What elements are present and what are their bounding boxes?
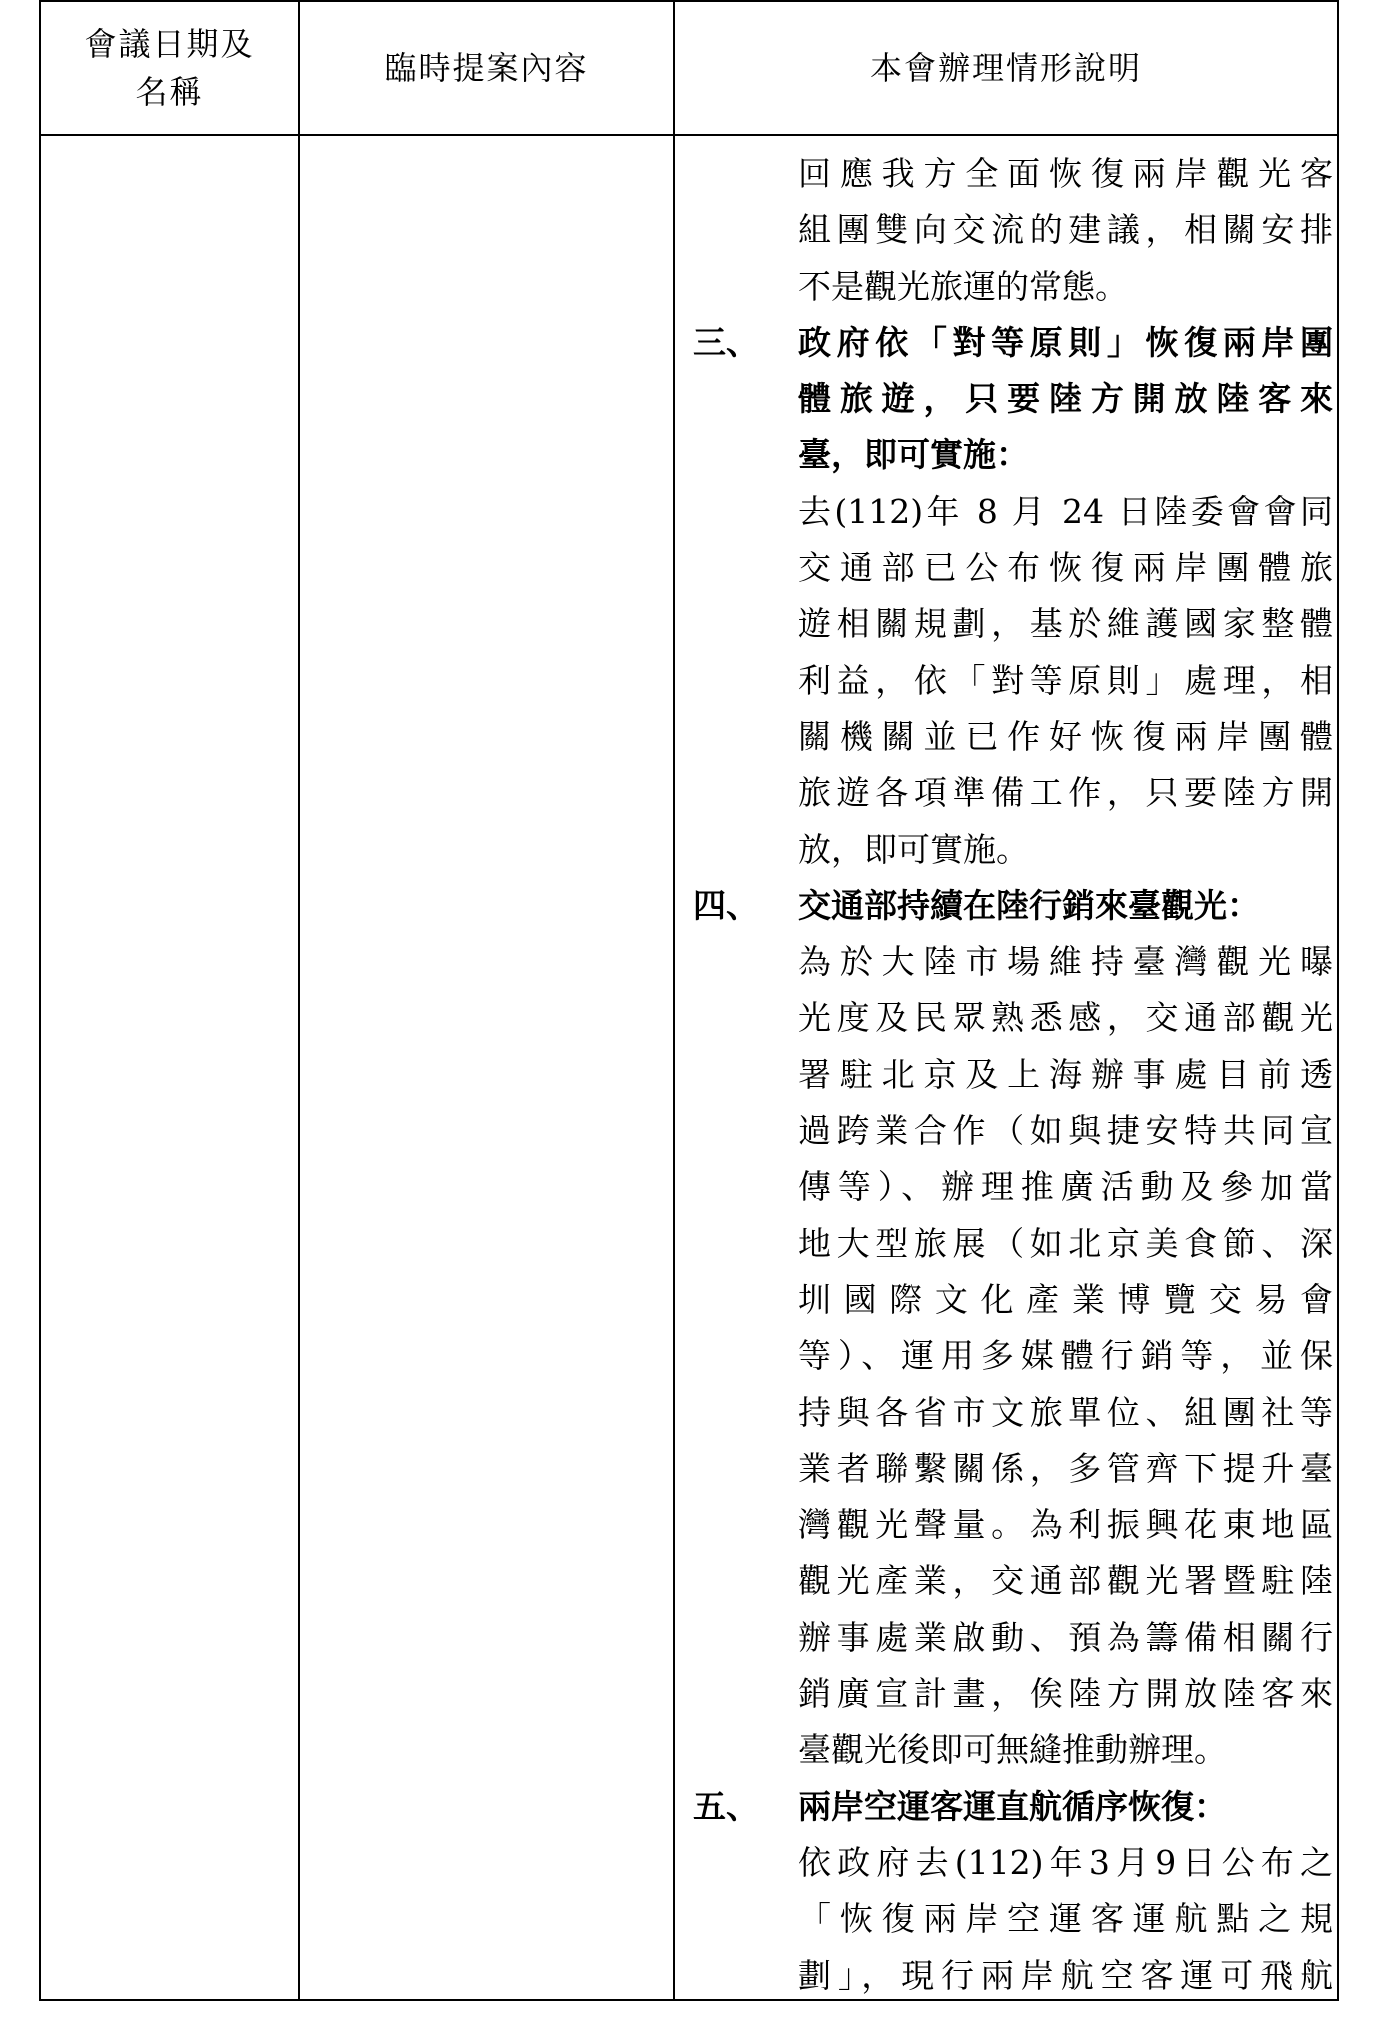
header-cell-meeting <box>41 0 298 136</box>
intro-line: 回應我方全面恢復兩岸觀光客 <box>798 154 1333 193</box>
section-body-line: 「恢復兩岸空運客運航點之規 <box>798 1899 1333 1939</box>
section-body-line: 遊相關規劃，基於維護國家整體 <box>798 604 1333 644</box>
section-body-line: 交通部已公布恢復兩岸團體旅 <box>798 548 1333 588</box>
header-cell-proposal <box>300 0 673 136</box>
section <box>693 1779 1333 2004</box>
column-divider-1 <box>298 0 300 1999</box>
section-number: 三、 <box>693 322 759 362</box>
section-body-line: 關機關並已作好恢復兩岸團體 <box>798 716 1333 756</box>
section-body-line: 辦事處業啟動、預為籌備相關行 <box>798 1617 1333 1657</box>
intro-line: 不是觀光旅運的常態。 <box>798 266 1128 306</box>
section-heading-line: 臺，即可實施： <box>798 435 1029 475</box>
handling-description <box>693 146 1333 2004</box>
section-body-line: 過跨業合作（如與捷安特共同宣 <box>798 1111 1333 1151</box>
intro-paragraph <box>693 146 1333 315</box>
section-body-line: 觀光產業，交通部觀光署暨駐陸 <box>798 1561 1333 1601</box>
column-divider-2 <box>673 0 675 1999</box>
header-handling: 本會辦理情形說明 <box>869 49 1142 87</box>
section-body-line: 去(112)年 8 月 24 日陸委會會同 <box>798 491 1333 531</box>
section-body-line: 灣觀光聲量。為利振興花東地區 <box>798 1505 1333 1545</box>
section-heading-line: 政府依「對等原則」恢復兩岸團 <box>798 322 1333 362</box>
section-body-line: 旅遊各項準備工作，只要陸方開 <box>798 773 1333 813</box>
sections-list <box>693 315 1333 2004</box>
section-body-line: 放，即可實施。 <box>798 829 1029 869</box>
section-body-line: 業者聯繫關係，多管齊下提升臺 <box>798 1448 1333 1488</box>
section-body-line: 署駐北京及上海辦事處目前透 <box>798 1054 1333 1094</box>
section-heading-row <box>693 371 1333 427</box>
section-body-line: 光度及民眾熟悉感，交通部觀光 <box>798 998 1333 1038</box>
section-body-line: 銷廣宣計畫，俟陸方開放陸客來 <box>798 1674 1333 1714</box>
section <box>693 315 1333 878</box>
section-heading-row <box>693 1779 1333 1835</box>
intro-line: 組團雙向交流的建議，相關安排 <box>798 210 1333 250</box>
section-number: 四、 <box>693 885 759 925</box>
section-heading-row <box>693 427 1333 483</box>
section-body-line: 持與各省市文旅單位、組團社等 <box>798 1392 1333 1432</box>
section-heading-line: 兩岸空運客運直航循序恢復： <box>798 1786 1227 1826</box>
section-heading-row <box>693 315 1333 371</box>
section-heading-line: 交通部持續在陸行銷來臺觀光： <box>798 885 1260 925</box>
section-heading-row <box>693 878 1333 934</box>
section-body-line: 圳國際文化產業博覽交易會 <box>798 1279 1333 1319</box>
section-body-line: 等）、運用多媒體行銷等，並保 <box>798 1336 1333 1376</box>
header-meeting-line1: 會議日期及 <box>84 25 255 63</box>
section-body-line: 利益，依「對等原則」處理，相 <box>798 660 1333 700</box>
section-body-line: 地大型旅展（如北京美食節、深 <box>798 1223 1333 1263</box>
section-number: 五、 <box>693 1786 759 1826</box>
section-body-line: 為於大陸市場維持臺灣觀光曝 <box>798 942 1333 982</box>
section <box>693 878 1333 1779</box>
section-body-line: 傳等）、辦理推廣活動及參加當 <box>798 1167 1333 1207</box>
section-body-line: 劃」，現行兩岸航空客運可飛航 <box>798 1955 1333 1995</box>
header-cell-handling <box>675 0 1337 136</box>
header-proposal: 臨時提案內容 <box>384 49 589 87</box>
header-meeting-line2: 名稱 <box>135 73 204 111</box>
section-heading-line: 體旅遊，只要陸方開放陸客來 <box>798 379 1333 419</box>
section-body-line: 依政府去(112)年3月9日公布之 <box>798 1842 1333 1882</box>
section-body-line: 臺觀光後即可無縫推動辦理。 <box>798 1730 1227 1770</box>
